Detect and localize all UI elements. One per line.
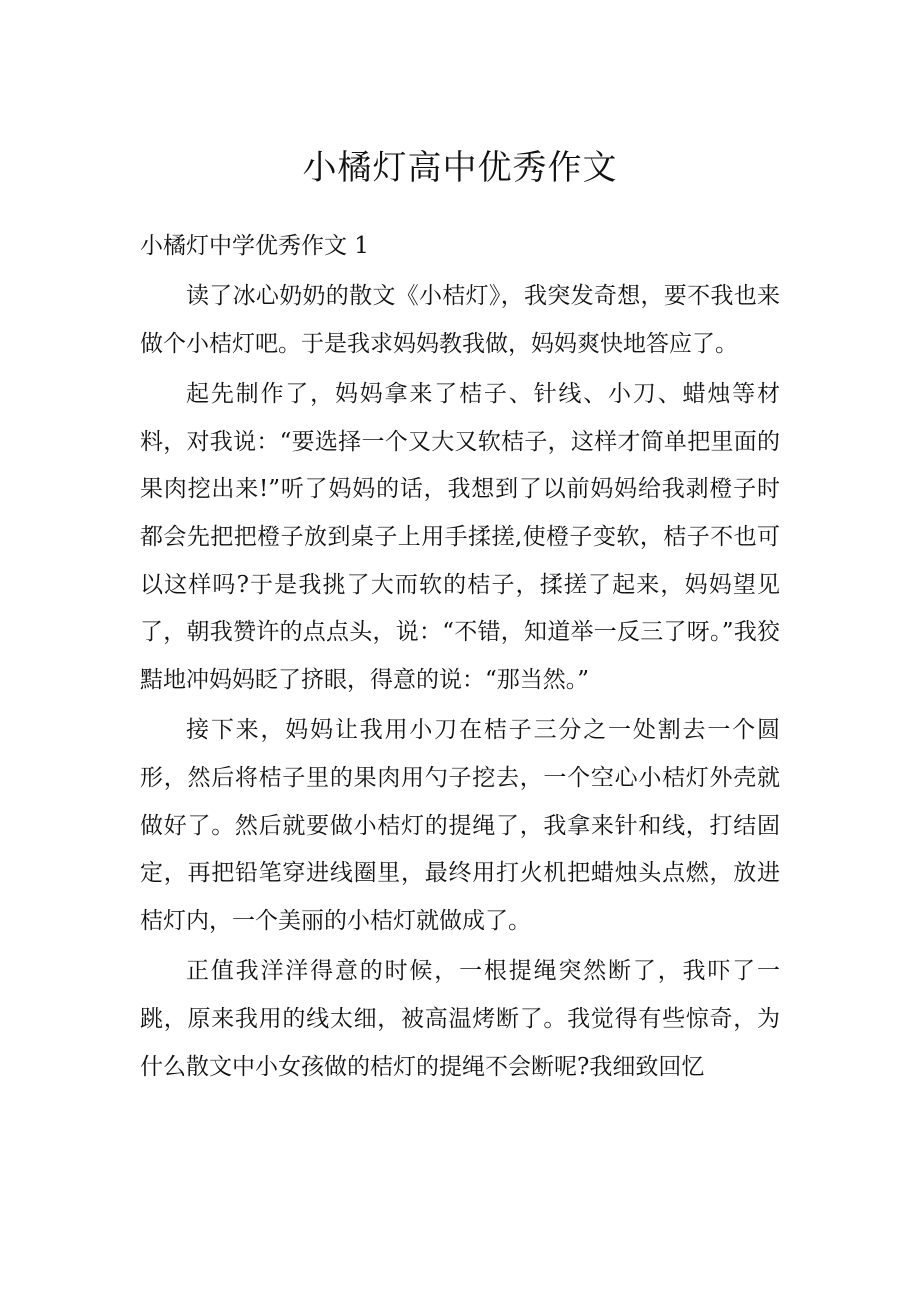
essay-body	[140, 273, 780, 1091]
paragraph: 起先制作了，妈妈拿来了桔子、针线、小刀、蜡烛等材料，对我说：“要选择一个又大又软桔子，这样才简单把里面的果肉挖出来!”听了妈妈的话，我想到了以前妈妈给我剥橙子时都会先把把橙子放到桌子上用手揉搓,使橙子变软，桔子不也可以这样吗?于是我挑了大而软的桔子，揉搓了起来，妈妈望见了，朝我赞许的点点头，说：“不错，知道举一反三了呀。”我狡黠地冲妈妈眨了挤眼，得意的说：“那当然。”	[140, 381, 780, 693]
paragraph: 正值我洋洋得意的时候，一根提绳突然断了，我吓了一跳，原来我用的线太细，被高温烤断了。我觉得有些惊奇，为什么散文中小女孩做的桔灯的提绳不会断呢?我细致回忆	[140, 958, 780, 1080]
document-title: 小橘灯高中优秀作文	[302, 148, 618, 188]
section-heading: 小橘灯中学优秀作文 1	[140, 233, 369, 259]
paragraph: 读了冰心奶奶的散文《小桔灯》，我突发奇想，要不我也来做个小桔灯吧。于是我求妈妈教我做，妈妈爽快地答应了。	[140, 283, 780, 357]
paragraph: 接下来，妈妈让我用小刀在桔子三分之一处割去一个圆形，然后将桔子里的果肉用勺子挖去，一个空心小桔灯外壳就做好了。然后就要做小桔灯的提绳了，我拿来针和线，打结固定，再把铅笔穿进线圈里，最终用打火机把蜡烛头点燃，放进桔灯内，一个美丽的小桔灯就做成了。	[140, 717, 780, 934]
